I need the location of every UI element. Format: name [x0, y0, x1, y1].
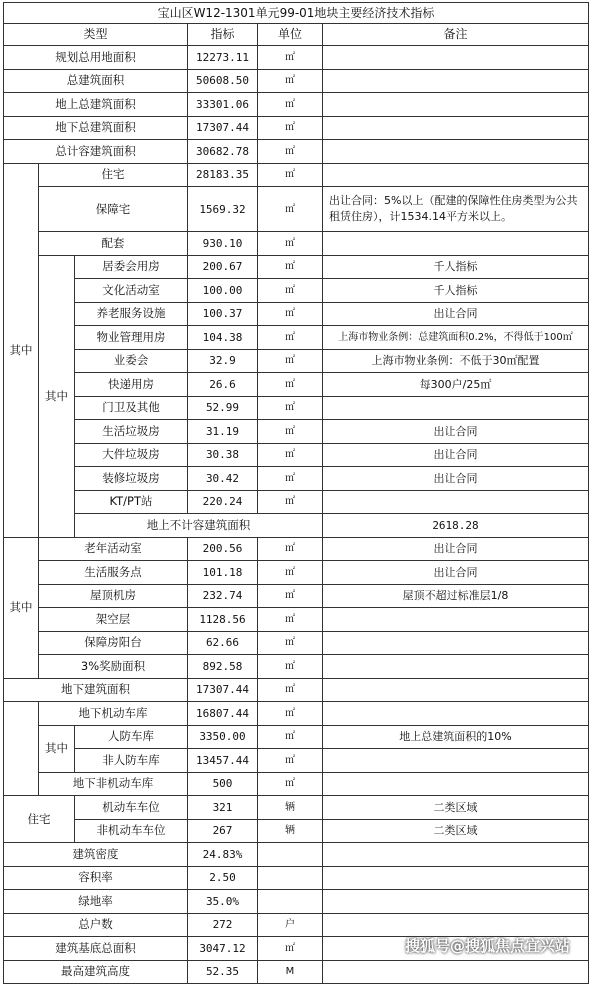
row-name: 地下建筑面积 — [4, 678, 188, 702]
row-value: 30.42 — [188, 467, 258, 491]
row-value: 3350.00 — [188, 725, 258, 749]
table-row — [4, 490, 589, 514]
row-name: 总计容建筑面积 — [4, 140, 188, 164]
row-name: 绿地率 — [4, 890, 188, 914]
row-value: 100.37 — [188, 302, 258, 326]
table-row — [4, 302, 589, 326]
row-unit: ㎡ — [258, 140, 323, 164]
table-row — [4, 163, 589, 187]
row-value: 100.00 — [188, 279, 258, 303]
subgroup-label-qizhong: 其中 — [39, 725, 75, 772]
row-unit: ㎡ — [258, 279, 323, 303]
row-note — [323, 163, 589, 187]
row-unit: ㎡ — [258, 655, 323, 679]
row-note: 屋顶不超过标准层1/8 — [323, 584, 589, 608]
row-value: 2.50 — [188, 866, 258, 890]
row-name: 非人防车库 — [75, 749, 188, 773]
row-value: 1128.56 — [188, 608, 258, 632]
row-name: 文化活动室 — [75, 279, 188, 303]
table-row — [4, 702, 589, 726]
row-unit: ㎡ — [258, 702, 323, 726]
row-unit: ㎡ — [258, 725, 323, 749]
row-note: 每300户/25㎡ — [323, 373, 589, 397]
row-value: 24.83% — [188, 843, 258, 867]
row-name: 住宅 — [39, 163, 188, 187]
table-row — [4, 749, 589, 773]
row-value: 32.9 — [188, 349, 258, 373]
row-note — [323, 772, 589, 796]
table-row — [4, 890, 589, 914]
row-name: 生活服务点 — [39, 561, 188, 585]
row-unit: ㎡ — [258, 490, 323, 514]
table-row — [4, 420, 589, 444]
row-note: 上海市物业条例：总建筑面积0.2%，不得低于100㎡ — [323, 326, 589, 350]
row-name: 人防车库 — [75, 725, 188, 749]
row-name: 保障宅 — [39, 187, 188, 232]
row-name: 养老服务设施 — [75, 302, 188, 326]
table-row — [4, 772, 589, 796]
row-value: 52.99 — [188, 396, 258, 420]
row-unit: ㎡ — [258, 937, 323, 961]
row-unit: ㎡ — [258, 396, 323, 420]
row-note — [323, 116, 589, 140]
row-unit: ㎡ — [258, 631, 323, 655]
row-value: 50608.50 — [188, 69, 258, 93]
row-name: 地上不计容建筑面积 — [75, 514, 323, 538]
row-value: 52.35 — [188, 960, 258, 984]
row-note: 出让合同 — [323, 420, 589, 444]
row-value: 101.18 — [188, 561, 258, 585]
row-note — [323, 866, 589, 890]
row-unit: ㎡ — [258, 772, 323, 796]
table-header-row — [4, 24, 589, 46]
row-name: 生活垃圾房 — [75, 420, 188, 444]
row-unit: ㎡ — [258, 93, 323, 117]
row-value: 220.24 — [188, 490, 258, 514]
row-unit: ㎡ — [258, 302, 323, 326]
header-unit: 单位 — [258, 24, 323, 46]
row-note — [323, 46, 589, 70]
row-value: 30.38 — [188, 443, 258, 467]
row-value: 13457.44 — [188, 749, 258, 773]
table-row — [4, 537, 589, 561]
row-unit: ㎡ — [258, 69, 323, 93]
watermark: 搜狐号@搜狐焦点宜兴站 — [405, 937, 571, 955]
row-name: 地上总建筑面积 — [4, 93, 188, 117]
row-unit: 辆 — [258, 796, 323, 820]
table-row — [4, 69, 589, 93]
row-name: 最高建筑高度 — [4, 960, 188, 984]
row-value: 104.38 — [188, 326, 258, 350]
row-unit — [258, 866, 323, 890]
table-row — [4, 655, 589, 679]
row-note — [323, 749, 589, 773]
row-name: 架空层 — [39, 608, 188, 632]
row-note — [323, 890, 589, 914]
row-unit: ㎡ — [258, 608, 323, 632]
row-value: 17307.44 — [188, 678, 258, 702]
row-unit: ㎡ — [258, 116, 323, 140]
row-unit: ㎡ — [258, 420, 323, 444]
row-unit: ㎡ — [258, 467, 323, 491]
row-name: 规划总用地面积 — [4, 46, 188, 70]
table-row — [4, 46, 589, 70]
table-row — [4, 279, 589, 303]
table-row — [4, 608, 589, 632]
row-note — [323, 843, 589, 867]
row-value: 16807.44 — [188, 702, 258, 726]
row-name: 门卫及其他 — [75, 396, 188, 420]
table-row — [4, 514, 589, 538]
row-value: 3047.12 — [188, 937, 258, 961]
row-name: 快递用房 — [75, 373, 188, 397]
table-row — [4, 678, 589, 702]
row-value: 35.0% — [188, 890, 258, 914]
row-value: 232.74 — [188, 584, 258, 608]
row-note — [323, 396, 589, 420]
row-value: 31.19 — [188, 420, 258, 444]
header-metric: 指标 — [188, 24, 258, 46]
row-value: 62.66 — [188, 631, 258, 655]
row-note — [323, 608, 589, 632]
row-note — [323, 140, 589, 164]
table-row — [4, 866, 589, 890]
row-name: 总户数 — [4, 913, 188, 937]
row-value: 272 — [188, 913, 258, 937]
row-name: 屋顶机房 — [39, 584, 188, 608]
row-note: 千人指标 — [323, 279, 589, 303]
table-row — [4, 561, 589, 585]
row-note — [323, 490, 589, 514]
row-unit: ㎡ — [258, 561, 323, 585]
row-value: 17307.44 — [188, 116, 258, 140]
row-name: 容积率 — [4, 866, 188, 890]
row-value: 267 — [188, 819, 258, 843]
row-name: 非机动车车位 — [75, 819, 188, 843]
row-note: 出让合同 — [323, 443, 589, 467]
row-unit: ㎡ — [258, 349, 323, 373]
row-value: 26.6 — [188, 373, 258, 397]
row-note: 二类区域 — [323, 819, 589, 843]
row-name: 地下总建筑面积 — [4, 116, 188, 140]
row-note — [323, 678, 589, 702]
row-note: 出让合同：5%以上（配建的保障性住房类型为公共租赁住房），计1534.14平方米以上。 — [323, 187, 589, 232]
blank-cell — [4, 702, 39, 796]
row-unit: ㎡ — [258, 187, 323, 232]
row-note — [323, 702, 589, 726]
table-row — [4, 116, 589, 140]
row-value: 2618.28 — [323, 514, 589, 538]
row-note: 出让合同 — [323, 537, 589, 561]
table-row — [4, 255, 589, 279]
row-note: 地上总建筑面积的10% — [323, 725, 589, 749]
table-row — [4, 913, 589, 937]
row-value: 33301.06 — [188, 93, 258, 117]
table-row — [4, 819, 589, 843]
row-note: 出让合同 — [323, 302, 589, 326]
row-value: 28183.35 — [188, 163, 258, 187]
table-title-row — [4, 3, 589, 24]
row-unit: ㎡ — [258, 326, 323, 350]
row-note: 千人指标 — [323, 255, 589, 279]
row-name: KT/PT站 — [75, 490, 188, 514]
row-unit: ㎡ — [258, 232, 323, 256]
table-row — [4, 725, 589, 749]
table-row — [4, 326, 589, 350]
row-name: 老年活动室 — [39, 537, 188, 561]
table-row — [4, 396, 589, 420]
row-note: 出让合同 — [323, 467, 589, 491]
group-label-zhuzhai: 住宅 — [4, 796, 75, 843]
table-row — [4, 843, 589, 867]
row-note: 二类区域 — [323, 796, 589, 820]
table-row — [4, 584, 589, 608]
row-name: 地下机动车库 — [39, 702, 188, 726]
row-name: 机动车车位 — [75, 796, 188, 820]
row-unit: ㎡ — [258, 163, 323, 187]
row-name: 居委会用房 — [75, 255, 188, 279]
table-row — [4, 232, 589, 256]
table-row — [4, 349, 589, 373]
economic-indicators-table — [3, 2, 589, 984]
row-name: 配套 — [39, 232, 188, 256]
row-note — [323, 69, 589, 93]
row-unit: ㎡ — [258, 537, 323, 561]
row-unit: ㎡ — [258, 46, 323, 70]
subgroup-label-qizhong: 其中 — [39, 255, 75, 537]
row-unit — [258, 890, 323, 914]
row-name: 地下非机动车库 — [39, 772, 188, 796]
row-name: 业委会 — [75, 349, 188, 373]
row-value: 30682.78 — [188, 140, 258, 164]
row-unit — [258, 843, 323, 867]
row-unit: 户 — [258, 913, 323, 937]
row-value: 892.58 — [188, 655, 258, 679]
row-value: 200.67 — [188, 255, 258, 279]
row-name: 物业管理用房 — [75, 326, 188, 350]
table-row — [4, 796, 589, 820]
row-unit: ㎡ — [258, 678, 323, 702]
table-row — [4, 93, 589, 117]
row-value: 930.10 — [188, 232, 258, 256]
table-row — [4, 467, 589, 491]
table-row — [4, 187, 589, 232]
row-note: 上海市物业条例：不低于30㎡配置 — [323, 349, 589, 373]
row-unit: ㎡ — [258, 255, 323, 279]
row-value: 500 — [188, 772, 258, 796]
row-name: 建筑基底总面积 — [4, 937, 188, 961]
table-row — [4, 140, 589, 164]
group-label-qizhong: 其中 — [4, 537, 39, 678]
row-value: 200.56 — [188, 537, 258, 561]
table-row — [4, 631, 589, 655]
row-unit: ㎡ — [258, 584, 323, 608]
row-note — [323, 232, 589, 256]
row-note — [323, 93, 589, 117]
row-note: 出让合同 — [323, 561, 589, 585]
row-value: 12273.11 — [188, 46, 258, 70]
row-note — [323, 631, 589, 655]
header-remark: 备注 — [323, 24, 589, 46]
row-unit: ㎡ — [258, 373, 323, 397]
table-row — [4, 373, 589, 397]
group-label-qizhong: 其中 — [4, 163, 39, 537]
row-unit: ㎡ — [258, 443, 323, 467]
row-value: 1569.32 — [188, 187, 258, 232]
row-unit: M — [258, 960, 323, 984]
row-name: 大件垃圾房 — [75, 443, 188, 467]
row-name: 装修垃圾房 — [75, 467, 188, 491]
row-name: 建筑密度 — [4, 843, 188, 867]
table-row — [4, 443, 589, 467]
row-name: 3%奖励面积 — [39, 655, 188, 679]
row-note — [323, 655, 589, 679]
row-name: 总建筑面积 — [4, 69, 188, 93]
header-type: 类型 — [4, 24, 188, 46]
row-name: 保障房阳台 — [39, 631, 188, 655]
row-note — [323, 913, 589, 937]
table-title: 宝山区W12-1301单元99-01地块主要经济技术指标 — [4, 3, 589, 24]
row-value: 321 — [188, 796, 258, 820]
row-unit: ㎡ — [258, 749, 323, 773]
row-unit: 辆 — [258, 819, 323, 843]
